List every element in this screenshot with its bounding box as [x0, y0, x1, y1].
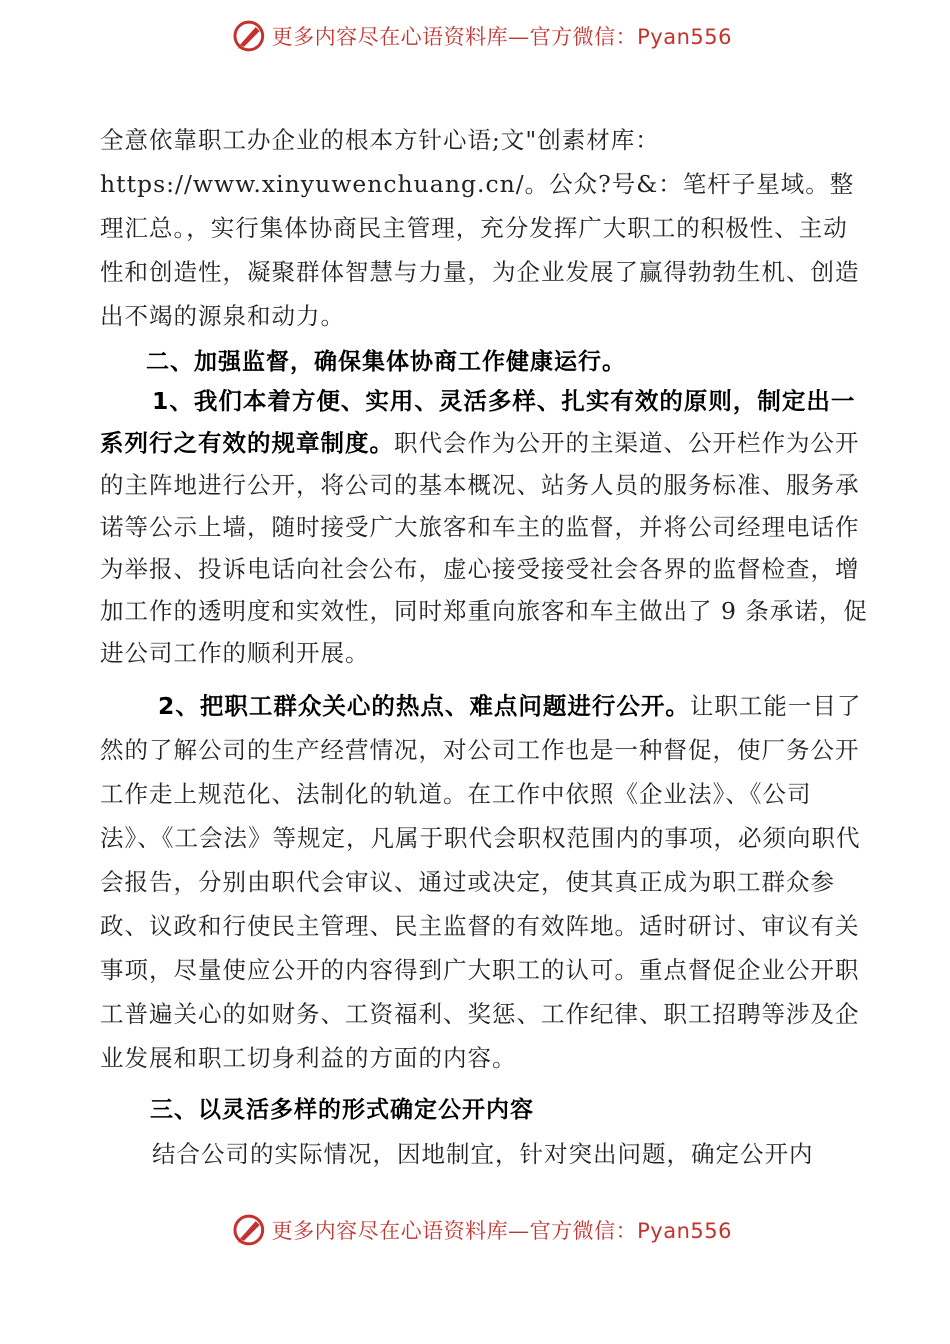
- item-1-text: 职代会作为公开的主渠道、公开栏作为公开的主阵地进行公开，将公司的基本概况、站务人员的服务标准、服务承诺等公示上墙，随时接受广大旅客和车主的监督，并将公司经理电话作为举报、投诉电话向社会公布，虚心接受接受社会各界的监督检查，增加工作的透明度和实效性，同时郑重向旅客和车主做出了 9 条承诺，促进公司工作的顺利开展。: [100, 429, 868, 667]
- item-1-title: 1、我们本着方便、实用、灵活多样、扎实有效的原则，制定出一系列行之有效的规章制度。: [100, 387, 856, 457]
- paragraph-last: 结合公司的实际情况，因地制宜，针对突出问题，确定公开内: [152, 1140, 814, 1168]
- pen-logo-icon: [232, 1213, 266, 1247]
- item-2: [100, 684, 870, 1080]
- header-banner-text: 更多内容尽在心语资料库—官方微信：Pyan556: [271, 25, 732, 49]
- footer-banner-text: 更多内容尽在心语资料库—官方微信：Pyan556: [271, 1219, 732, 1243]
- header-wechat-id: Pyan556: [637, 25, 732, 49]
- item-2-text: 让职工能一目了然的了解公司的生产经营情况，对公司工作也是一种督促，使厂务公开工作走上规范化、法制化的轨道。在工作中依照《企业法》、《公司法》、《工会法》等规定，凡属于职代会职权范围内的事项，必须向职代会报告，分别由职代会审议、通过或决定，使其真正成为职工群众参政、议政和行使民主管理、民主监督的有效阵地。适时研讨、审议有关事项，尽量使应公开的内容得到广大职工的认可。重点督促企业公开职工普遍关心的如财务、工资福利、奖惩、工作纪律、职工招聘等涉及企业发展和职工切身利益的方面的内容。: [100, 692, 862, 1072]
- footer-banner: [232, 1208, 732, 1252]
- item-2-title: 2、把职工群众关心的热点、难点问题进行公开。: [158, 692, 690, 720]
- section-heading-2: 二、加强监督，确保集体协商工作健康运行。: [146, 349, 626, 375]
- pen-logo-icon: [232, 19, 266, 53]
- item-1: [100, 380, 870, 674]
- footer-wechat-id: Pyan556: [637, 1219, 732, 1243]
- paragraph-intro: 全意依靠职工办企业的根本方针心语;文"创素材库：https://www.xinyuwenchuang.cn/。公众?号&：笔杆子星域。整理汇总。，实行集体协商民主管理，充分发挥广大职工的积极性、主动性和创造性，凝聚群体智慧与力量，为企业发展了赢得勃勃生机、创造出不竭的源泉和动力。: [100, 126, 860, 330]
- section-heading-3: 三、以灵活多样的形式确定公开内容: [150, 1097, 534, 1123]
- header-banner: [232, 14, 732, 58]
- document-body: [100, 118, 870, 1176]
